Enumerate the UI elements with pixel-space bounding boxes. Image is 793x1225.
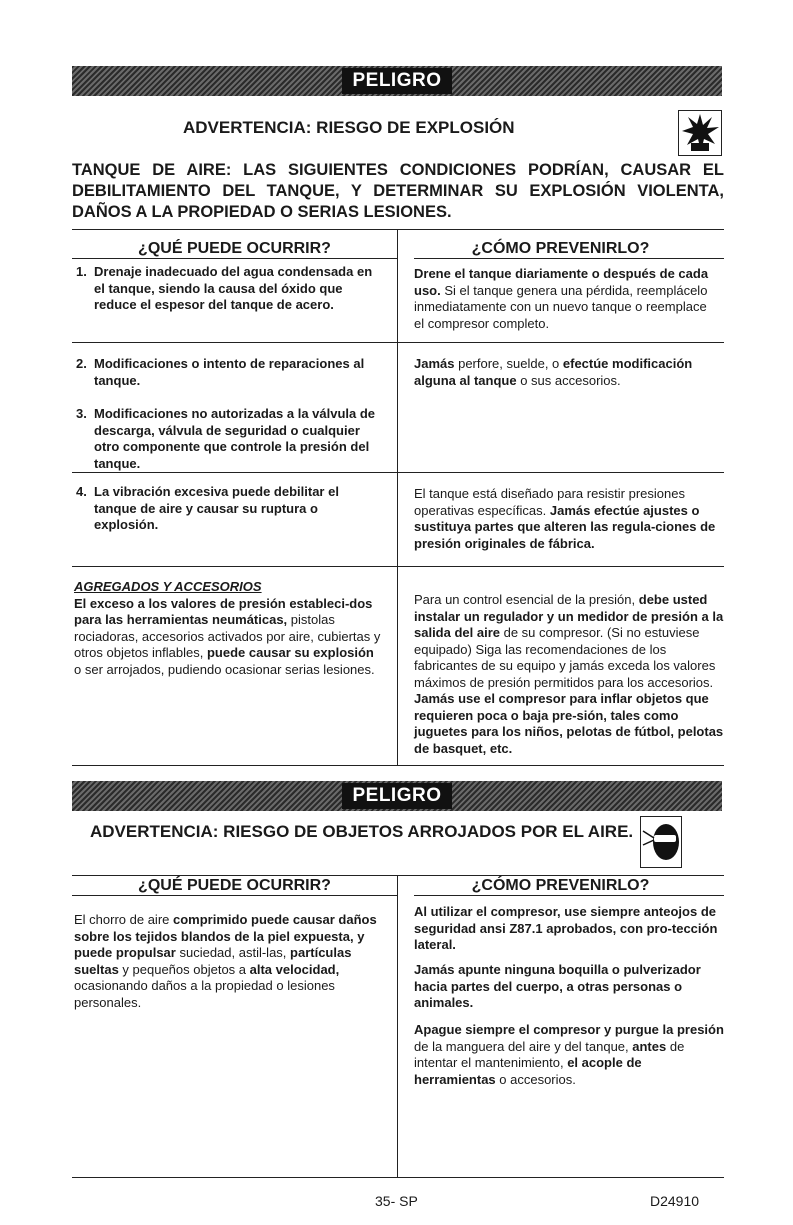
divider	[72, 875, 724, 876]
divider	[72, 472, 724, 473]
page-number: 35- SP	[375, 1193, 418, 1209]
column-divider	[397, 875, 398, 1177]
warning-title-explosion: ADVERTENCIA: RIESGO DE EXPLOSIÓN	[183, 118, 515, 137]
prevention-text: Jamás apunte ninguna boquilla o pulverizador hacia partes del cuerpo, a otras personas o animales.	[414, 962, 701, 1010]
hazard-text: El chorro de aire comprimido puede causar daños sobre los tejidos blandos de la piel expuesta, y puede propulsar suciedad, astil-las, partículas sueltas y pequeños objetos a alta velocidad, ocasionando daños a la propiedad o lesiones personales.	[74, 912, 377, 1010]
divider	[414, 895, 724, 896]
safety-goggles-icon	[640, 816, 682, 868]
col-header-how: ¿CÓMO PREVENIRLO?	[471, 240, 650, 257]
explosion-icon	[678, 110, 722, 156]
divider	[72, 1177, 724, 1178]
divider	[72, 765, 724, 766]
warning-title-flying-objects: ADVERTENCIA: RIESGO DE OBJETOS ARROJADOS POR EL AIRE.	[90, 822, 634, 841]
danger-banner	[72, 66, 722, 96]
prevention-text: El tanque está diseñado para resistir presiones operativas específicas. Jamás efectúe ajustes o sustituya partes que alteren las regula-ciones de presión originales de fábrica.	[414, 486, 716, 551]
hazard-item: 3. Modificaciones no autorizadas a la válvula de descarga, válvula de seguridad o cualquier otro componente que controle la presión del tanque.	[76, 406, 376, 471]
danger-label: PELIGRO	[342, 68, 451, 94]
prevention-text: Apague siempre el compresor y purgue la presión de la manguera del aire y del tanque, antes de intentar el mantenimiento, el acople de herramientas o accesorios.	[414, 1022, 724, 1087]
hazard-item: 1. Drenaje inadecuado del agua condensada en el tanque, siendo la causa del óxido que reduce el espesor del tanque de acero.	[76, 264, 373, 312]
col-header-what: ¿QUÉ PUEDE OCURRIR?	[138, 877, 331, 894]
danger-banner	[72, 781, 722, 811]
hazard-item: 2. Modificaciones o intento de reparaciones al tanque.	[76, 356, 365, 388]
divider	[72, 229, 724, 230]
divider	[72, 342, 724, 343]
prevention-text: Para un control esencial de la presión, debe usted instalar un regulador y un medidor de presión a la salida del aire de su compresor. (Si no estuviese equipado) Siga las recomendaciones de los fabricantes de su equipo y jamás exceda los valores máximos de presión permitidos para los accesorios. Jamás use el compresor para inflar objetos que requieren poca o baja pre-sión, tales como juguetes para los niños, pelotas de fútbol, pelotas de basquet, etc.	[414, 592, 724, 756]
divider	[72, 895, 397, 896]
column-divider	[397, 229, 398, 765]
divider	[72, 566, 724, 567]
danger-label: PELIGRO	[342, 783, 451, 809]
accessories-section: AGREGADOS Y ACCESORIOS El exceso a los valores de presión estableci-dos para las herramientas neumáticas, pistolas rociadoras, accesorios activados por aire, cubiertas y otros objetos inflables, puede causar su explosión o ser arrojados, pudiendo ocasionar serias lesiones.	[74, 579, 381, 677]
divider	[414, 258, 724, 259]
prevention-text: Drene el tanque diariamente o después de cada uso. Si el tanque genera una pérdida, reemplácelo inmediatamente con un nuevo tanque o reemplace el compresor completo.	[414, 266, 709, 331]
accessories-heading: AGREGADOS Y ACCESORIOS	[74, 579, 262, 594]
prevention-text: Al utilizar el compresor, use siempre anteojos de seguridad ansi Z87.1 aprobados, con pro-tección lateral.	[414, 904, 718, 952]
col-header-how: ¿CÓMO PREVENIRLO?	[471, 877, 650, 894]
hazard-item: 4. La vibración excesiva puede debilitar el tanque de aire y causar su ruptura o explosión.	[76, 484, 339, 532]
col-header-what: ¿QUÉ PUEDE OCURRIR?	[138, 240, 331, 257]
document-code: D24910	[650, 1193, 700, 1209]
prevention-text: Jamás perfore, suelde, o efectúe modificación alguna al tanque o sus accesorios.	[414, 356, 693, 388]
tank-warning-text: TANQUE DE AIRE: LAS SIGUIENTES CONDICIONES PODRÍAN, CAUSAR EL DEBILITAMIENTO DEL TANQUE, Y DETERMINAR SU EXPLOSIÓN VIOLENTA, DAÑOS A LA PROPIEDAD O SERIAS LESIONES.	[72, 161, 724, 221]
divider	[72, 258, 397, 259]
